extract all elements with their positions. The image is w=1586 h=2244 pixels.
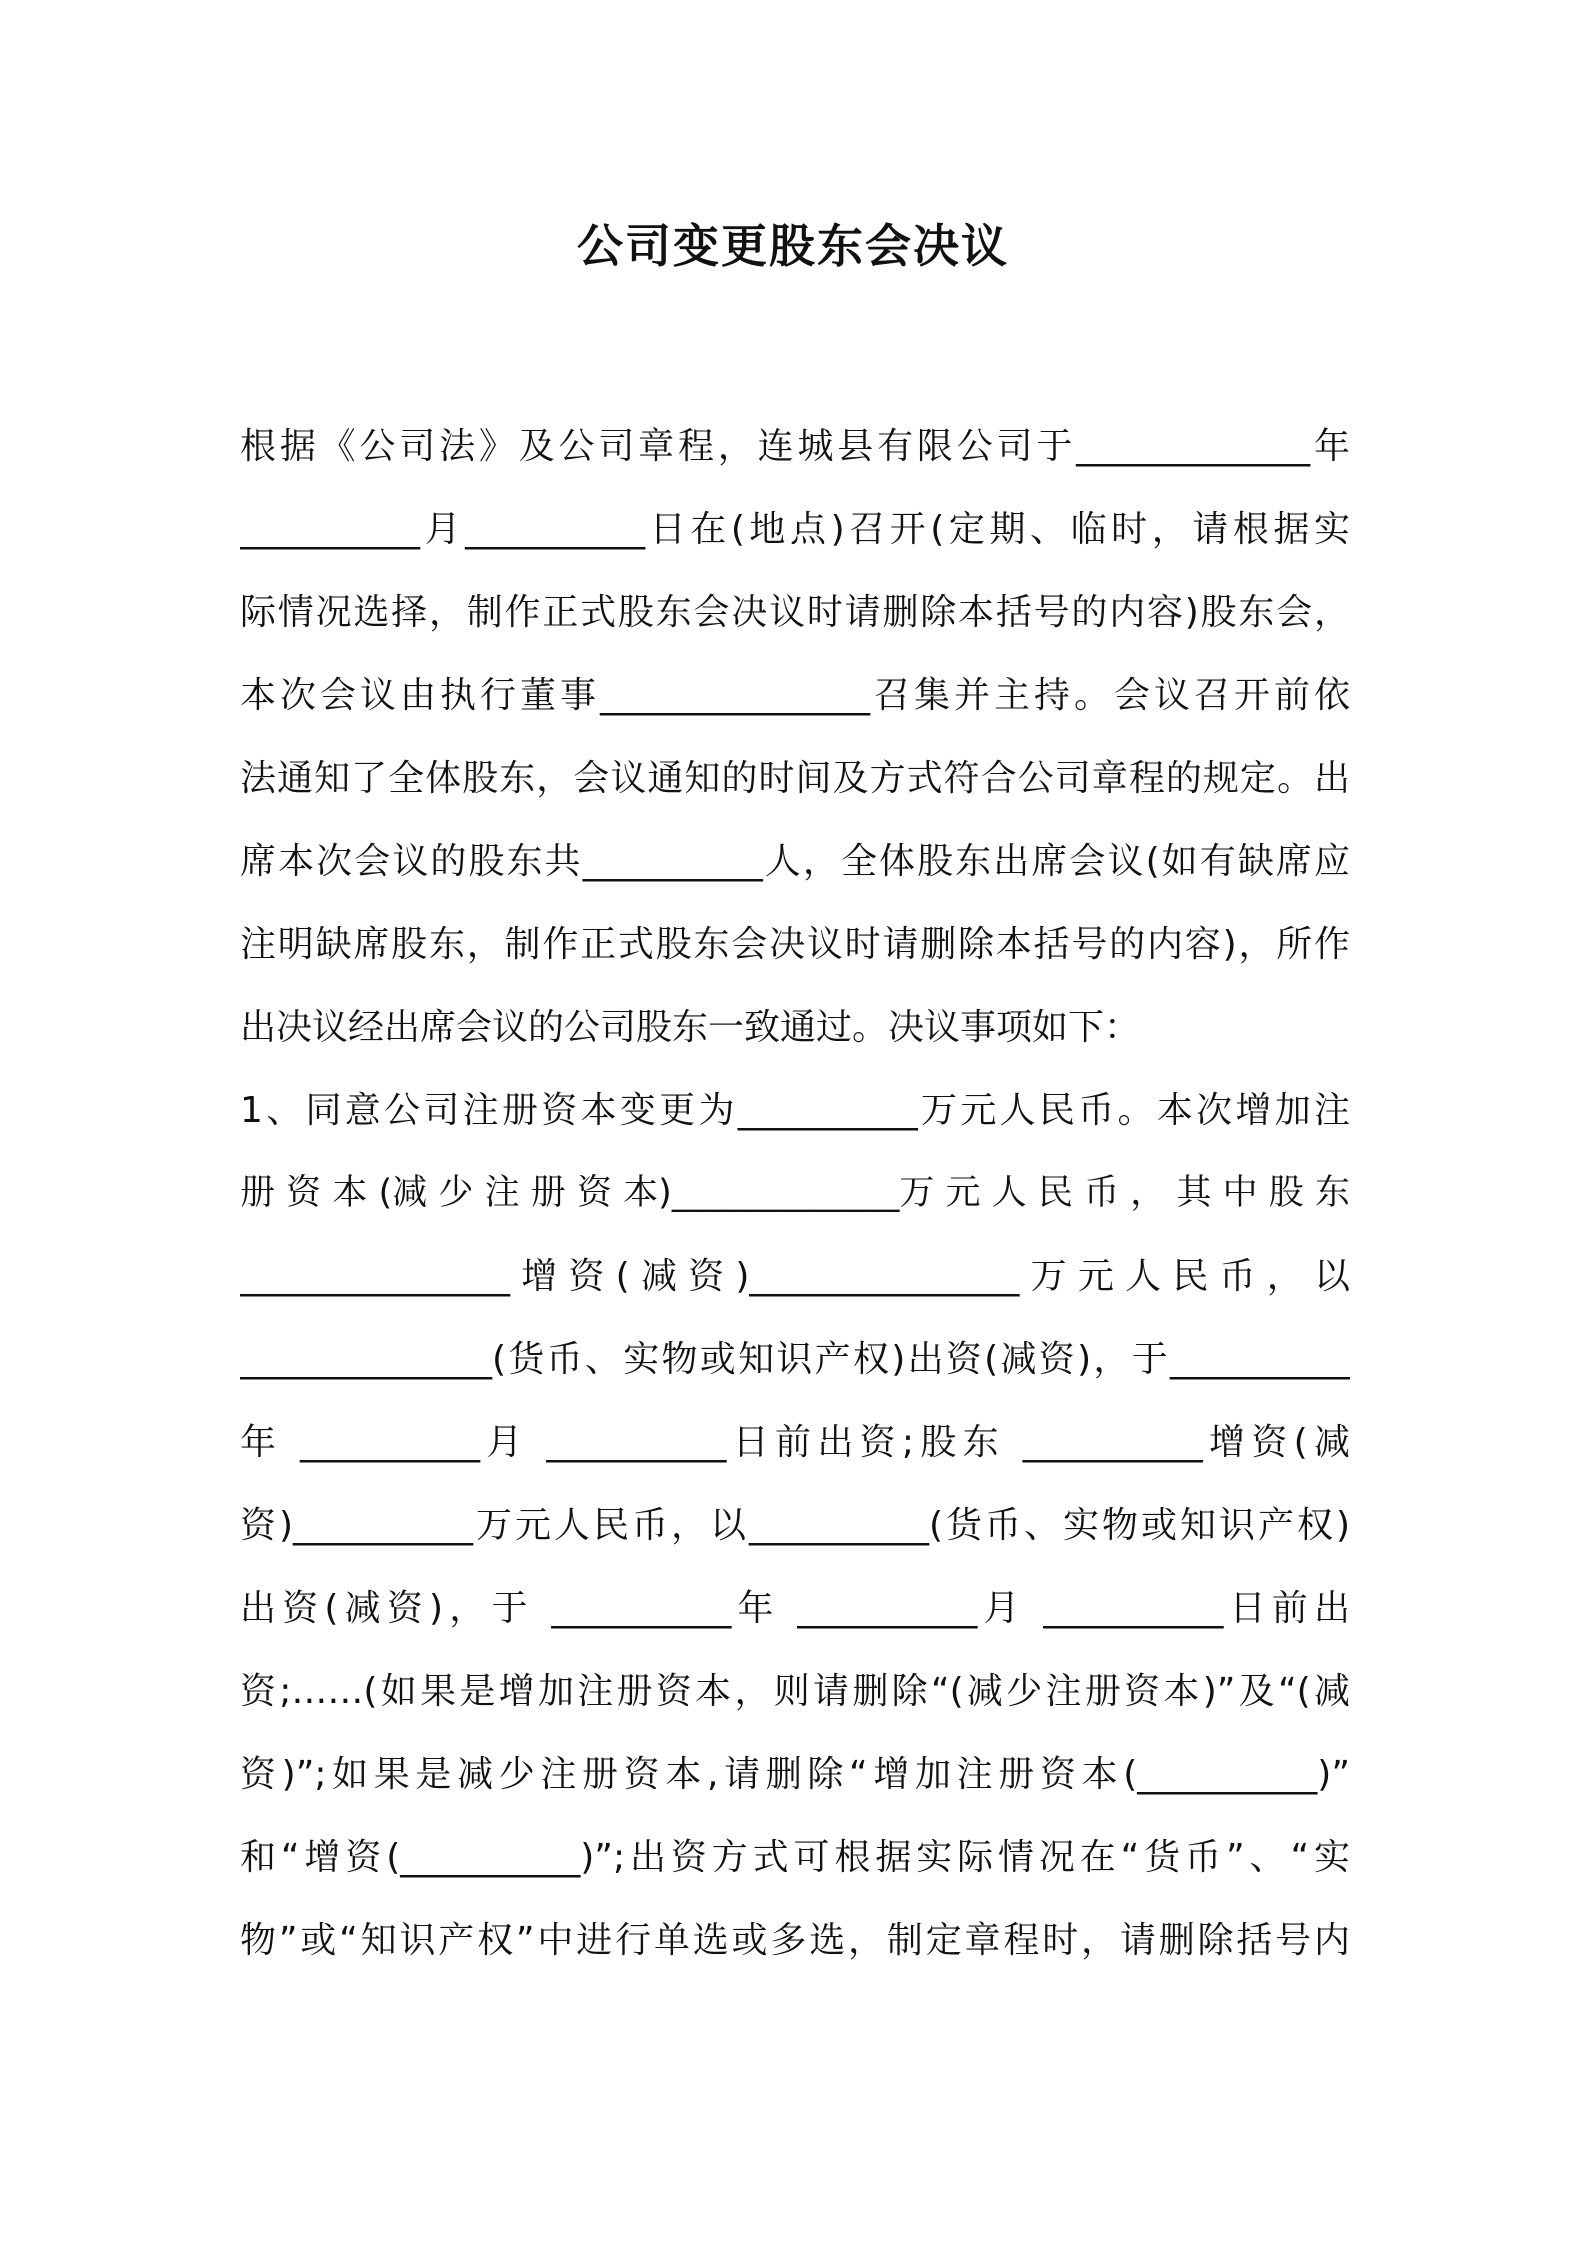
body-line: 册 资 本 (减 少 注 册 资 本)_____________万 元 人 民 币 ， 其 中 股 东	[240, 1173, 1350, 1213]
body-line: 出决议经出席会议的公司股东一致通过。决议事项如下：	[240, 1007, 1141, 1048]
body-line: 注明缺席股东，制作正式股东会决议时请删除本括号的内容)，所作	[240, 924, 1350, 965]
document-title: 公司变更股东会决议	[577, 219, 1009, 273]
body-line: 1、同意公司注册资本变更为__________万元人民币。本次增加注	[240, 1090, 1350, 1131]
body-line: 出资(减资)，于 __________年 __________月 __________日前出	[240, 1588, 1350, 1629]
body-line: __________月__________日在(地点)召开(定期、临时，请根据实	[240, 509, 1350, 550]
body-line: 际情况选择，制作正式股东会决议时请删除本括号的内容)股东会，	[240, 592, 1350, 633]
body-line: 资;……(如果是增加注册资本，则请删除“(减少注册资本)”及“(减	[240, 1671, 1350, 1712]
body-line: ______________(货币、实物或知识产权)出资(减资)，于__________	[240, 1339, 1350, 1380]
body-line: 本次会议由执行董事_______________召集并主持。会议召开前依	[240, 675, 1350, 716]
body-line: 根据《公司法》及公司章程，连城县有限公司于_____________年	[240, 426, 1350, 467]
body-line: 席本次会议的股东共__________人，全体股东出席会议(如有缺席应	[240, 841, 1350, 882]
body-line: 和“增资(__________)”;出资方式可根据实际情况在“货币”、“实	[240, 1837, 1350, 1878]
body-line: 资)__________万元人民币，以__________(货币、实物或知识产权)	[240, 1505, 1350, 1546]
body-line: 资)”;如果是减少注册资本,请删除“增加注册资本(__________)”	[240, 1754, 1350, 1795]
body-line: 年 __________月 __________日前出资;股东 __________增资(减	[240, 1422, 1350, 1463]
body-line: _______________增资(减资)_______________万元人民币，以	[240, 1256, 1350, 1297]
document-body	[240, 405, 1350, 1982]
body-line: 法通知了全体股东，会议通知的时间及方式符合公司章程的规定。出	[240, 758, 1350, 799]
body-line: 物”或“知识产权”中进行单选或多选，制定章程时，请删除括号内	[240, 1920, 1350, 1961]
